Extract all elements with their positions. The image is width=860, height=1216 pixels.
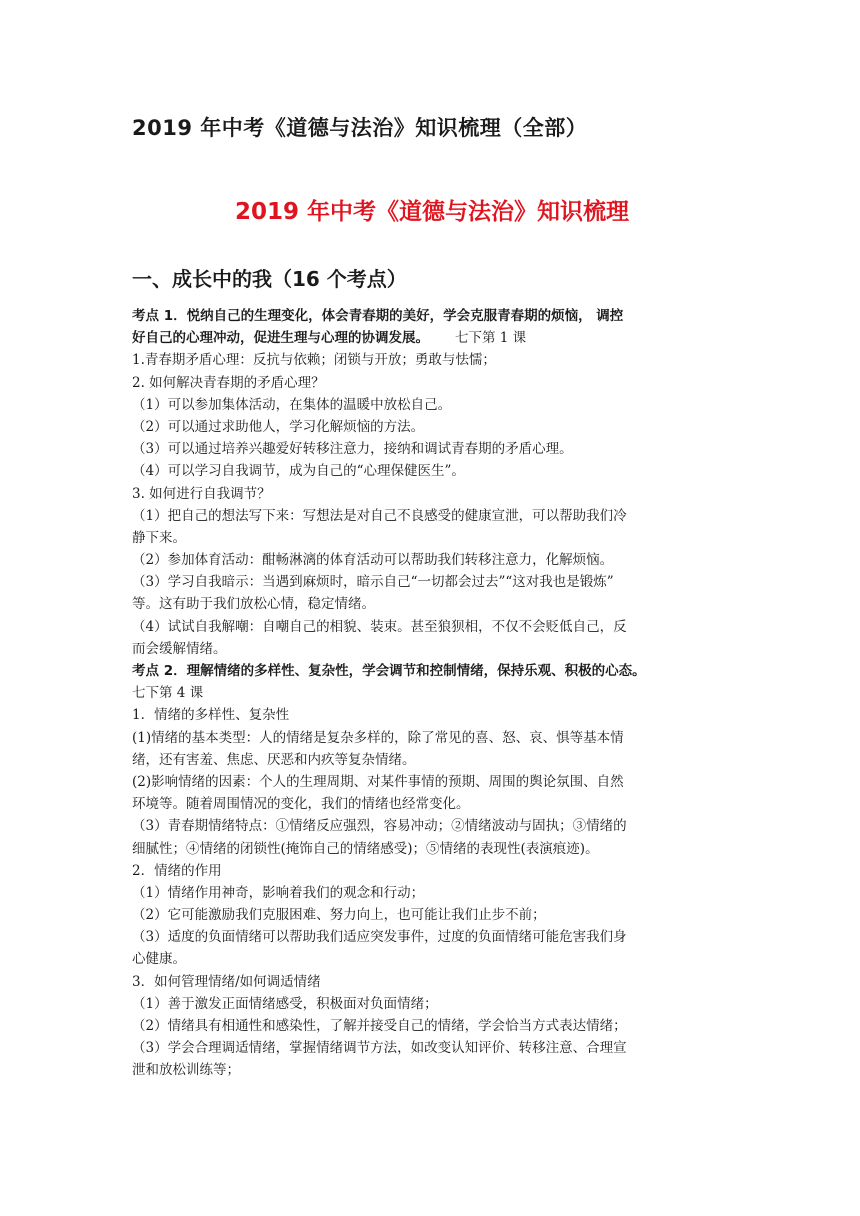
body-line: （3）可以通过培养兴趣爱好转移注意力，接纳和调试青春期的矛盾心理。: [132, 441, 573, 458]
body-line: 心健康。: [132, 951, 186, 968]
body-line: （3）青春期情绪特点：①情绪反应强烈，容易冲动；②情绪波动与固执；③情绪的: [132, 818, 627, 835]
point1-heading-text: 好自己的心理冲动，促进生理与心理的协调发展。: [132, 330, 429, 347]
body-line: 细腻性；④情绪的闭锁性(掩饰自己的情绪感受)；⑤情绪的表现性(表演痕迹)。: [132, 840, 599, 857]
body-line: 3．如何管理情绪/如何调适情绪: [132, 973, 321, 990]
document-body: [132, 305, 732, 1082]
body-line: （3）学会合理调适情绪，掌握情绪调节方法，如改变认知评价、转移注意、合理宣: [132, 1040, 627, 1057]
body-line: （4）试试自我解嘲：自嘲自己的相貌、装束。甚至狼狈相，不仅不会贬低自己，反: [132, 618, 627, 635]
body-line: （3）学习自我暗示：当遇到麻烦时，暗示自己“一切都会过去”“这对我也是锻炼”: [132, 574, 614, 591]
body-line: （1）善于激发正面情绪感受，积极面对负面情绪；: [132, 995, 438, 1012]
section-heading: 一、成长中的我（16 个考点）: [132, 267, 407, 291]
body-line: （1）可以参加集体活动，在集体的温暖中放松自己。: [132, 396, 452, 413]
body-line: 1.青春期矛盾心理：反抗与依赖；闭锁与开放；勇敢与怯懦；: [132, 352, 496, 369]
body-line: 静下来。: [132, 529, 186, 546]
body-line: 3. 如何进行自我调节？: [132, 485, 271, 502]
body-line: 绪，还有害羞、焦虑、厌恶和内疚等复杂情绪。: [132, 751, 416, 768]
body-line: 等。这有助于我们放松心情，稳定情绪。: [132, 596, 375, 613]
body-line: （2）可以通过求助他人，学习化解烦恼的方法。: [132, 418, 425, 435]
body-line: （2）它可能激励我们克服困难、努力向上，也可能让我们止步不前；: [132, 907, 546, 924]
point2-course-tag: 七下第 4 课: [132, 685, 204, 702]
body-line: (1)情绪的基本类型：人的情绪是复杂多样的，除了常见的喜、怒、哀、惧等基本情: [132, 729, 624, 746]
body-line: （3）适度的负面情绪可以帮助我们适应突发事件，过度的负面情绪可能危害我们身: [132, 929, 627, 946]
body-line: 环境等。随着周围情况的变化，我们的情绪也经常变化。: [132, 796, 470, 813]
body-line: （4）可以学习自我调节，成为自己的“心理保健医生”。: [132, 463, 465, 480]
body-line: （1）把自己的想法写下来：写想法是对自己不良感受的健康宣泄，可以帮助我们冷: [132, 507, 627, 524]
body-line: 泄和放松训练等；: [132, 1062, 240, 1079]
point2-heading: 考点 2．理解情绪的多样性、复杂性，学会调节和控制情绪，保持乐观、积极的心态。: [132, 663, 646, 679]
point1-course-tag: 七下第 1 课: [455, 330, 527, 347]
body-line: 2. 如何解决青春期的矛盾心理？: [132, 374, 325, 391]
body-line: （1）情绪作用神奇，影响着我们的观念和行动；: [132, 884, 425, 901]
body-line: 2．情绪的作用: [132, 862, 222, 879]
document-title: 2019 年中考《道德与法治》知识梳理（全部）: [132, 116, 588, 140]
body-line: 而会缓解情绪。: [132, 640, 227, 657]
body-line: （2）情绪具有相通性和感染性，了解并接受自己的情绪，学会恰当方式表达情绪；: [132, 1018, 627, 1034]
body-line: (2)影响情绪的因素：个人的生理周期、对某件事情的预期、周围的舆论氛围、自然: [132, 773, 624, 790]
point1-heading-line1: 考点 1．悦纳自己的生理变化，体会青春期的美好，学会克服青春期的烦恼， 调控: [132, 308, 624, 324]
red-heading: 2019 年中考《道德与法治》知识梳理: [234, 199, 630, 225]
body-line: 1．情绪的多样性、复杂性: [132, 707, 290, 724]
point1-heading-line2: [132, 327, 732, 349]
body-line: （2）参加体育活动：酣畅淋漓的体育活动可以帮助我们转移注意力，化解烦恼。: [132, 552, 614, 569]
